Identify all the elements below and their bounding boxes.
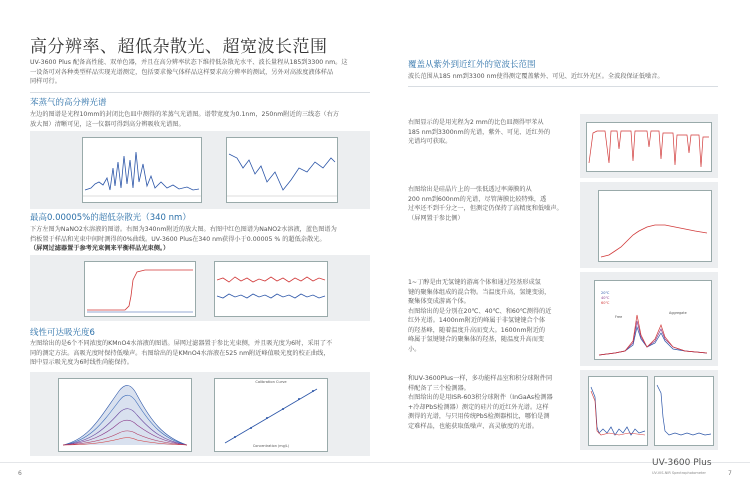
page-title: 高分辨率、超低杂散光、超宽波长范围 <box>30 37 328 57</box>
text-line: 图中显示吸光度为6时线性尚能保持。 <box>30 359 133 366</box>
note-line: （屏网过滤器置于参考光束侧来平衡样品光束侧。） <box>30 245 170 252</box>
text-line: 右图给出的是分别在20℃、40℃、和60℃测得的近 <box>408 307 552 315</box>
section2-text <box>30 225 370 254</box>
text-line: 过率还不到千分之一，但测定仍保持了高精度和低噪声。 <box>408 205 563 212</box>
text-line: 的羟基峰，随着温度升高而变大。1600nm附近的 <box>408 326 546 334</box>
plot-calibration <box>214 378 328 452</box>
toluene-text <box>408 118 578 147</box>
figure-panel-butanol <box>580 272 718 366</box>
text-line: 和UV-3600Plus一样，多功能样品室和积分球附件同 <box>408 375 553 382</box>
text-line: 峰属于氢键键合的聚集体的羟基，随温度升高而变 <box>408 336 545 343</box>
intro-line: 一设备可对各种类型样品实现光谱测定，包括要求像气体样品这样要求高分辨率的测试，另外对高浓度液体样品 <box>30 68 334 76</box>
text-line: 185 nm到3300nm的光谱，紫外、可见、近红外的 <box>408 128 551 136</box>
plot-thin-film <box>598 190 712 262</box>
text-line: 下方左图为NaNO2水溶液的图谱。右图为340nm附近的放大图。右图中红色图谱为NaNO2水溶液，蓝色图谱为 <box>30 226 337 233</box>
calibration-axis-label: Concentration (mg/L) <box>252 444 290 448</box>
plot-nano2-zoom <box>214 261 328 317</box>
text-line: 右图给出是硅晶片上的一张低透过率薄膜的从 <box>408 186 532 193</box>
figure-panel-sphere <box>580 370 718 450</box>
text-line: 同的测定方法。高吸光度时保持低噪声。右图给出的是KMnO4水溶液在525 nm附近峰值吸光度的校正曲线， <box>30 349 330 357</box>
thin-film-chart <box>599 191 711 261</box>
section1-text <box>30 110 370 129</box>
butanol-legend <box>601 291 609 306</box>
kmno4-spectra-chart <box>59 379 191 451</box>
text-line: 200 nm到600nm的光谱，尽管薄膜比较特殊，透 <box>408 195 547 203</box>
section-heading-stray-light: 最高0.00005%的超低杂散光（340 nm） <box>30 213 191 223</box>
text-line: 放大图）清晰可见，这一仪器可得到高分辨吸收光谱图。 <box>30 120 185 128</box>
text-line: 光谱均可获取。 <box>408 138 452 145</box>
text-line: 左图给出的是6个不同浓度的KMnO4水溶液的图谱。屏网过滤器置于参比光束侧，并且吸光度为6时，采用了不 <box>30 340 333 347</box>
product-subtitle: UV-VIS-NIR Spectrophotometer <box>652 471 706 475</box>
section-heading-linearity: 线性可达吸光度6 <box>30 328 95 338</box>
text-line: （屏网置于参比侧） <box>408 214 464 222</box>
calibration-title: Calibration Curve <box>255 380 287 384</box>
section3-text <box>30 339 370 368</box>
text-line: +冷却PbS检测器）测定的硅片的近红外光谱。这样 <box>408 403 549 411</box>
butanol-chart <box>595 281 711 359</box>
intro-line: UV-3600 Plus 配备高性能、双单色器，并且在高分辨率状态下维持低杂散光水平、波长量程从185到3300 nm。这 <box>30 59 348 66</box>
section-heading-benzene: 苯蒸气的高分辨光谱 <box>30 98 107 108</box>
wide-range-text <box>408 72 718 82</box>
divider <box>408 86 718 87</box>
annotation-free: Free <box>615 315 623 319</box>
figure-panel-thin-film <box>580 182 718 268</box>
page-number-left: 6 <box>18 470 22 477</box>
plot-sphere-a <box>588 376 648 446</box>
legend-item: 60℃ <box>601 301 610 305</box>
plot-kmno4 <box>58 378 192 452</box>
text-line: 波长范围从185 nm到3300 nm使得测定覆盖紫外、可见、近红外光区。全波段保证低噪音。 <box>408 73 664 80</box>
intro-paragraph <box>30 58 370 87</box>
text-line: 聚集体变成游离个体。 <box>408 298 470 305</box>
plot-nano2 <box>84 261 196 317</box>
text-line: 1~丁醇是由无氢键的游离个体和通过羟基形成氢 <box>408 279 541 286</box>
footer-divider <box>0 462 750 463</box>
intro-line: 同样可行。 <box>30 78 61 85</box>
calibration-chart <box>215 379 327 451</box>
text-line: 测得的光谱，与只用传统PbS检测器相比，哪怕是测 <box>408 413 550 420</box>
annotation-aggregate: Aggregate <box>669 311 687 315</box>
benzene-spectrum-chart <box>83 138 201 202</box>
legend-item: 40℃ <box>601 296 610 300</box>
toluene-chart <box>587 123 711 171</box>
divider <box>30 92 370 93</box>
plot-benzene-full <box>82 137 202 203</box>
product-name: UV-3600 Plus <box>652 458 712 468</box>
text-line: 右图显示的是用光程为2 mm的比色皿测得甲苯从 <box>408 119 544 126</box>
figure-panel-linearity <box>30 372 370 456</box>
nano2-zoom-chart <box>215 262 327 316</box>
figure-panel-stray-light <box>30 255 370 321</box>
plot-butanol <box>594 280 712 360</box>
sphere-text <box>408 374 580 431</box>
plot-sphere-b <box>654 376 714 446</box>
text-line: 左边的图谱是光程10mm的封闭比色皿中测得的苯蒸气光谱图。谱带宽度为0.1nm，250nm附近的三线态（右方 <box>30 111 339 118</box>
page-number-right: 7 <box>728 470 732 477</box>
text-line: 红外光谱。1400nm附近的峰属于非氢键键合个体 <box>408 317 546 324</box>
figure-panel-benzene <box>30 131 370 209</box>
thin-film-text <box>408 185 580 223</box>
benzene-zoom-chart <box>227 138 337 202</box>
section-heading-wide-range: 覆盖从紫外到近红外的宽波长范围 <box>408 60 536 70</box>
text-line: 挡板置于样品和光束中间时测得的0%曲线。UV-3600 Plus在340 nm获得小于0.00005 % 的超低杂散光。 <box>30 235 326 243</box>
text-line: 样配备了三个检测器。 <box>408 384 470 392</box>
text-line: 定难样品，也能获取低噪声、高灵敏度的光谱。 <box>408 422 538 430</box>
butanol-text <box>408 278 580 354</box>
sphere-chart-b <box>655 377 713 445</box>
text-line: 键的聚集体组成的混合物。当温度升高，氢键变弱， <box>408 288 551 296</box>
figure-panel-toluene <box>580 114 718 178</box>
legend-item: 20℃ <box>601 291 610 295</box>
text-line: 小。 <box>408 345 421 353</box>
nano2-chart <box>85 262 195 316</box>
plot-toluene <box>586 122 712 172</box>
sphere-chart-a <box>589 377 647 445</box>
text-line: 右图给出的是用ISR-603积分球附件（InGaAs检测器 <box>408 394 553 401</box>
plot-benzene-zoom <box>226 137 338 203</box>
